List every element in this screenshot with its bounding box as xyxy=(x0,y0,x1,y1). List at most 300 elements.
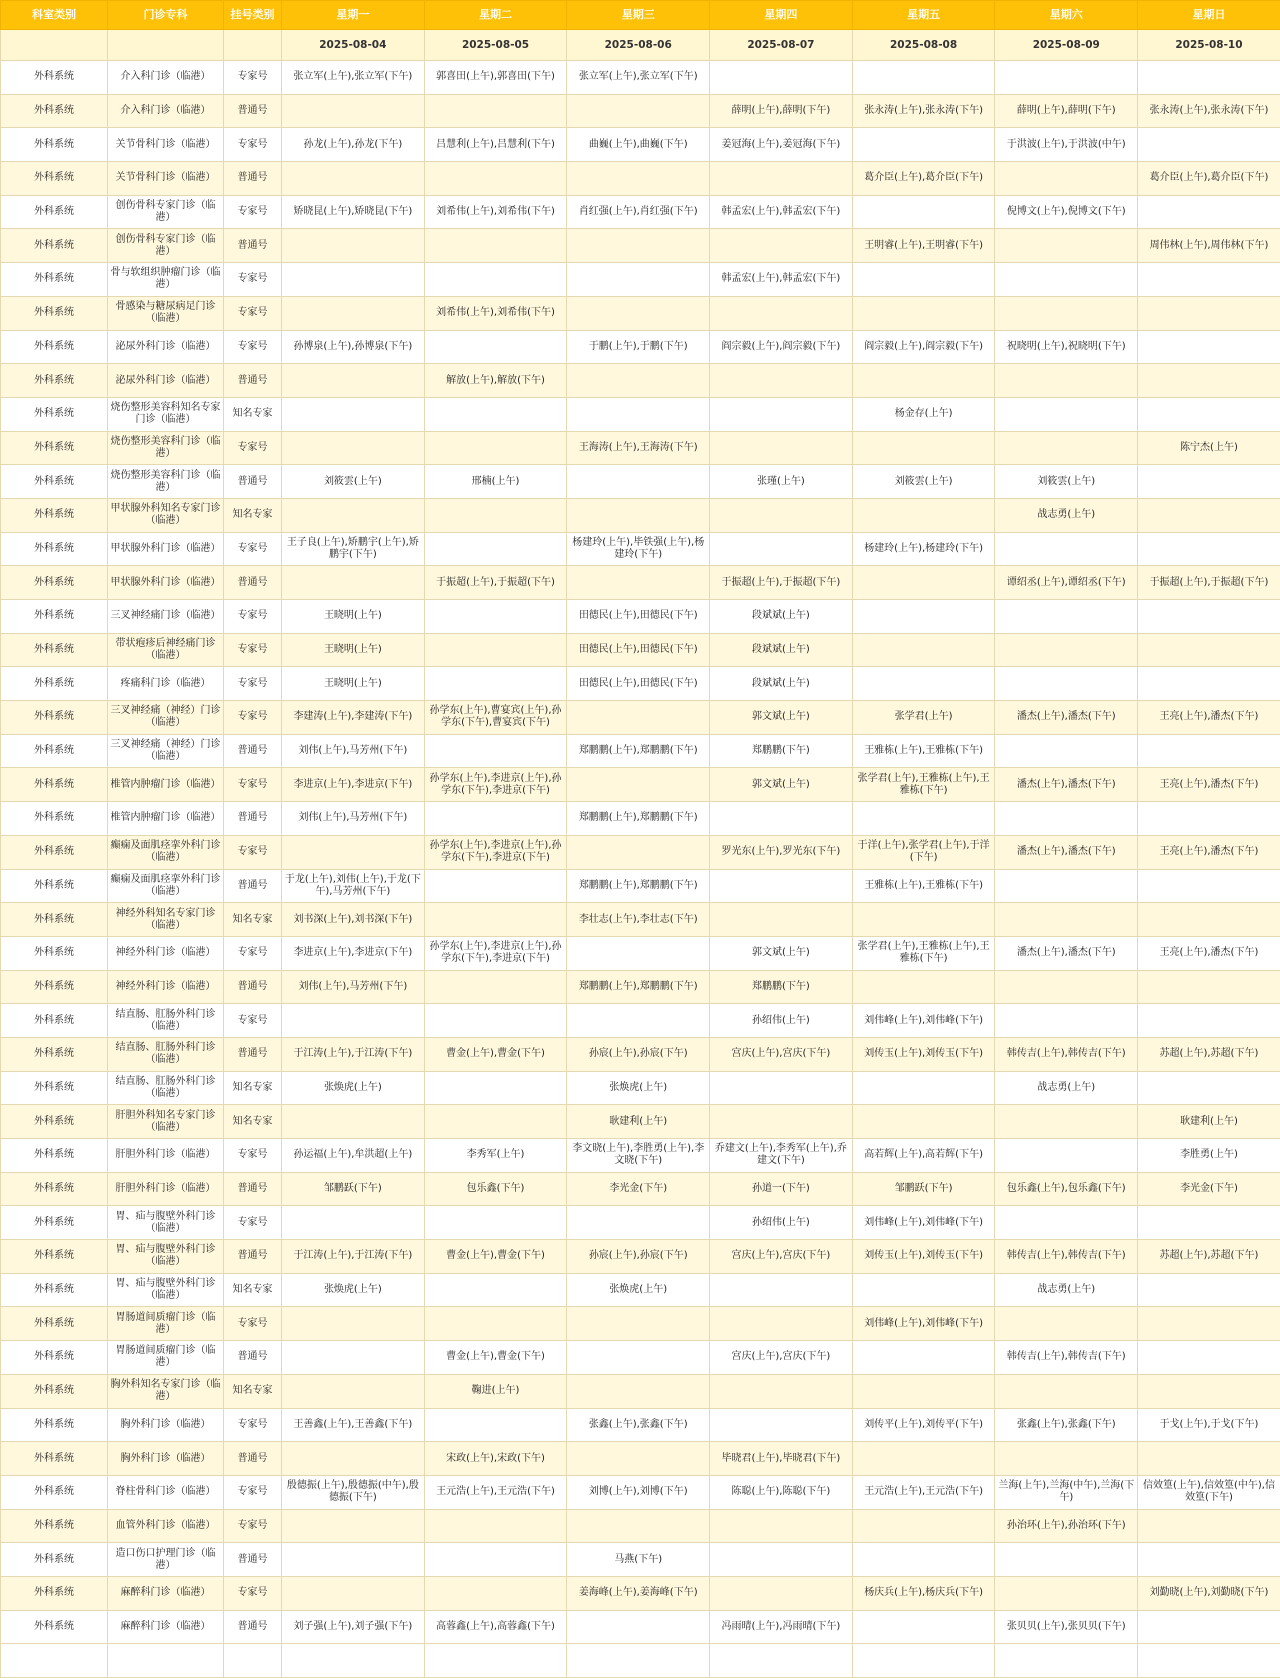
tuesday-doctors-cell xyxy=(424,802,567,836)
tuesday-doctors-cell: 包乐鑫(下午) xyxy=(424,1172,567,1206)
table-row xyxy=(1,296,1280,330)
department-category-cell: 外科系统 xyxy=(1,1408,108,1442)
clinic-specialty-cell: 造口伤口护理门诊（临港） xyxy=(108,1543,224,1577)
monday-doctors-cell xyxy=(282,397,425,431)
department-category-cell: 外科系统 xyxy=(1,1071,108,1105)
clinic-specialty-cell: 甲状腺外科知名专家门诊（临港） xyxy=(108,498,224,532)
clinic-specialty-cell: 带状疱疹后神经痛门诊（临港） xyxy=(108,633,224,667)
registration-type-cell: 普通号 xyxy=(224,1341,282,1375)
header-monday: 星期一 xyxy=(282,1,425,30)
saturday-doctors-cell: 潘杰(上午),潘杰(下午) xyxy=(995,768,1138,802)
thursday-doctors-cell xyxy=(710,61,853,95)
sunday-doctors-cell xyxy=(1138,465,1280,499)
department-category-cell: 外科系统 xyxy=(1,701,108,735)
table-row xyxy=(1,94,1280,128)
friday-doctors-cell xyxy=(852,1610,995,1644)
department-category-cell: 外科系统 xyxy=(1,970,108,1004)
sunday-doctors-cell xyxy=(1138,1509,1280,1543)
friday-doctors-cell: 阎宗毅(上午),阎宗毅(下午) xyxy=(852,330,995,364)
monday-doctors-cell: 刘书深(上午),刘书深(下午) xyxy=(282,903,425,937)
saturday-doctors-cell: 战志勇(上午) xyxy=(995,1273,1138,1307)
table-row xyxy=(1,1576,1280,1610)
table-row xyxy=(1,1408,1280,1442)
monday-doctors-cell: 王善鑫(上午),王善鑫(下午) xyxy=(282,1408,425,1442)
registration-type-cell: 普通号 xyxy=(224,1442,282,1476)
saturday-doctors-cell: 祝晓明(上午),祝晓明(下午) xyxy=(995,330,1138,364)
table-row xyxy=(1,1610,1280,1644)
tuesday-doctors-cell: 孙学东(上午),李进京(上午),孙学东(下午),李进京(下午) xyxy=(424,835,567,869)
thursday-doctors-cell: 薛明(上午),薛明(下午) xyxy=(710,94,853,128)
friday-doctors-cell: 刘伟峰(上午),刘伟峰(下午) xyxy=(852,1206,995,1240)
clinic-specialty-cell: 胸外科门诊（临港） xyxy=(108,1442,224,1476)
clinic-specialty-cell: 创伤骨科专家门诊（临港） xyxy=(108,195,224,229)
table-row xyxy=(1,61,1280,95)
wednesday-doctors-cell: 张焕虎(上午) xyxy=(567,1273,710,1307)
thursday-doctors-cell xyxy=(710,229,853,263)
thursday-doctors-cell: 郑鹏鹏(下午) xyxy=(710,734,853,768)
department-category-cell: 外科系统 xyxy=(1,1475,108,1509)
friday-doctors-cell xyxy=(852,195,995,229)
tuesday-doctors-cell xyxy=(424,667,567,701)
monday-doctors-cell: 刘伟(上午),马芳州(下午) xyxy=(282,970,425,1004)
clinic-specialty-cell: 神经外科知名专家门诊（临港） xyxy=(108,903,224,937)
table-row xyxy=(1,1172,1280,1206)
monday-doctors-cell: 于江涛(上午),于江涛(下午) xyxy=(282,1037,425,1071)
department-category-cell: 外科系统 xyxy=(1,768,108,802)
table-row xyxy=(1,1240,1280,1274)
friday-doctors-cell xyxy=(852,296,995,330)
registration-type-cell: 普通号 xyxy=(224,734,282,768)
saturday-doctors-cell xyxy=(995,364,1138,398)
wednesday-doctors-cell xyxy=(567,94,710,128)
saturday-doctors-cell xyxy=(995,667,1138,701)
thursday-doctors-cell xyxy=(710,1105,853,1139)
saturday-doctors-cell: 谭绍丞(上午),谭绍丞(下午) xyxy=(995,566,1138,600)
wednesday-doctors-cell xyxy=(567,296,710,330)
wednesday-doctors-cell xyxy=(567,397,710,431)
thursday-doctors-cell: 宫庆(上午),宫庆(下午) xyxy=(710,1240,853,1274)
date-sunday: 2025-08-10 xyxy=(1138,30,1280,61)
saturday-doctors-cell: 薛明(上午),薛明(下午) xyxy=(995,94,1138,128)
sunday-doctors-cell: 葛介臣(上午),葛介臣(下午) xyxy=(1138,162,1280,196)
friday-doctors-cell: 葛介臣(上午),葛介臣(下午) xyxy=(852,162,995,196)
monday-doctors-cell xyxy=(282,431,425,465)
registration-type-cell: 知名专家 xyxy=(224,903,282,937)
saturday-doctors-cell xyxy=(995,1576,1138,1610)
empty-cell xyxy=(1138,1644,1280,1678)
saturday-doctors-cell xyxy=(995,633,1138,667)
thursday-doctors-cell: 孙道一(下午) xyxy=(710,1172,853,1206)
monday-doctors-cell xyxy=(282,1206,425,1240)
friday-doctors-cell xyxy=(852,364,995,398)
registration-type-cell: 知名专家 xyxy=(224,498,282,532)
saturday-doctors-cell: 潘杰(上午),潘杰(下午) xyxy=(995,701,1138,735)
sunday-doctors-cell xyxy=(1138,734,1280,768)
thursday-doctors-cell xyxy=(710,1576,853,1610)
header-sunday: 星期日 xyxy=(1138,1,1280,30)
table-row xyxy=(1,869,1280,903)
table-row xyxy=(1,970,1280,1004)
registration-type-cell: 专家号 xyxy=(224,330,282,364)
department-category-cell: 外科系统 xyxy=(1,835,108,869)
sunday-doctors-cell xyxy=(1138,1341,1280,1375)
header-friday: 星期五 xyxy=(852,1,995,30)
date-blank-cell xyxy=(1,30,108,61)
department-category-cell: 外科系统 xyxy=(1,1139,108,1173)
department-category-cell: 外科系统 xyxy=(1,94,108,128)
clinic-specialty-cell: 麻醉科门诊（临港） xyxy=(108,1610,224,1644)
friday-doctors-cell: 杨金存(上午) xyxy=(852,397,995,431)
registration-type-cell: 普通号 xyxy=(224,364,282,398)
wednesday-doctors-cell: 姜海峰(上午),姜海峰(下午) xyxy=(567,1576,710,1610)
sunday-doctors-cell xyxy=(1138,195,1280,229)
clinic-specialty-cell: 关节骨科门诊（临港） xyxy=(108,128,224,162)
friday-doctors-cell xyxy=(852,802,995,836)
friday-doctors-cell xyxy=(852,1071,995,1105)
clinic-specialty-cell: 甲状腺外科门诊（临港） xyxy=(108,566,224,600)
wednesday-doctors-cell: 王海涛(上午),王海涛(下午) xyxy=(567,431,710,465)
sunday-doctors-cell xyxy=(1138,296,1280,330)
thursday-doctors-cell: 毕晓君(上午),毕晓君(下午) xyxy=(710,1442,853,1476)
friday-doctors-cell: 刘传玉(上午),刘传玉(下午) xyxy=(852,1240,995,1274)
tuesday-doctors-cell xyxy=(424,600,567,634)
tuesday-doctors-cell: 刘希伟(上午),刘希伟(下午) xyxy=(424,195,567,229)
department-category-cell: 外科系统 xyxy=(1,465,108,499)
sunday-doctors-cell xyxy=(1138,903,1280,937)
saturday-doctors-cell xyxy=(995,61,1138,95)
table-row xyxy=(1,768,1280,802)
saturday-doctors-cell xyxy=(995,734,1138,768)
wednesday-doctors-cell xyxy=(567,1374,710,1408)
table-row xyxy=(1,1037,1280,1071)
department-category-cell: 外科系统 xyxy=(1,903,108,937)
friday-doctors-cell xyxy=(852,600,995,634)
thursday-doctors-cell xyxy=(710,869,853,903)
monday-doctors-cell: 孙博泉(上午),孙博泉(下午) xyxy=(282,330,425,364)
monday-doctors-cell: 刘伟(上午),马芳州(下午) xyxy=(282,734,425,768)
thursday-doctors-cell: 阎宗毅(上午),阎宗毅(下午) xyxy=(710,330,853,364)
monday-doctors-cell xyxy=(282,296,425,330)
saturday-doctors-cell: 韩传吉(上午),韩传吉(下午) xyxy=(995,1037,1138,1071)
sunday-doctors-cell xyxy=(1138,1543,1280,1577)
department-category-cell: 外科系统 xyxy=(1,397,108,431)
thursday-doctors-cell: 段斌斌(上午) xyxy=(710,600,853,634)
clinic-specialty-cell: 泌尿外科门诊（临港） xyxy=(108,364,224,398)
thursday-doctors-cell: 乔建文(上午),李秀军(上午),乔建文(下午) xyxy=(710,1139,853,1173)
tuesday-doctors-cell: 曹金(上午),曹金(下午) xyxy=(424,1341,567,1375)
thursday-doctors-cell xyxy=(710,1307,853,1341)
table-row xyxy=(1,1004,1280,1038)
monday-doctors-cell: 张焕虎(上午) xyxy=(282,1273,425,1307)
saturday-doctors-cell: 潘杰(上午),潘杰(下午) xyxy=(995,835,1138,869)
tuesday-doctors-cell: 王元浩(上午),王元浩(下午) xyxy=(424,1475,567,1509)
clinic-specialty-cell: 关节骨科门诊（临港） xyxy=(108,162,224,196)
registration-type-cell: 普通号 xyxy=(224,94,282,128)
sunday-doctors-cell: 王亮(上午),潘杰(下午) xyxy=(1138,768,1280,802)
thursday-doctors-cell: 陈聪(上午),陈聪(下午) xyxy=(710,1475,853,1509)
saturday-doctors-cell xyxy=(995,1374,1138,1408)
saturday-doctors-cell: 韩传吉(上午),韩传吉(下午) xyxy=(995,1240,1138,1274)
thursday-doctors-cell: 姜冠海(上午),姜冠海(下午) xyxy=(710,128,853,162)
thursday-doctors-cell: 于振超(上午),于振超(下午) xyxy=(710,566,853,600)
saturday-doctors-cell: 倪博文(上午),倪博文(下午) xyxy=(995,195,1138,229)
wednesday-doctors-cell: 刘博(上午),刘博(下午) xyxy=(567,1475,710,1509)
wednesday-doctors-cell: 张鑫(上午),张鑫(下午) xyxy=(567,1408,710,1442)
registration-type-cell: 专家号 xyxy=(224,1475,282,1509)
sunday-doctors-cell: 苏超(上午),苏超(下午) xyxy=(1138,1037,1280,1071)
registration-type-cell: 普通号 xyxy=(224,869,282,903)
department-category-cell: 外科系统 xyxy=(1,364,108,398)
clinic-specialty-cell: 结直肠、肛肠外科门诊（临港） xyxy=(108,1004,224,1038)
friday-doctors-cell: 王雅栋(上午),王雅栋(下午) xyxy=(852,734,995,768)
department-category-cell: 外科系统 xyxy=(1,1105,108,1139)
table-row xyxy=(1,903,1280,937)
clinic-specialty-cell: 神经外科门诊（临港） xyxy=(108,936,224,970)
sunday-doctors-cell xyxy=(1138,869,1280,903)
wednesday-doctors-cell xyxy=(567,162,710,196)
sunday-doctors-cell xyxy=(1138,498,1280,532)
monday-doctors-cell: 邹鹏跃(下午) xyxy=(282,1172,425,1206)
thursday-doctors-cell xyxy=(710,903,853,937)
table-row xyxy=(1,195,1280,229)
tuesday-doctors-cell xyxy=(424,869,567,903)
header-tuesday: 星期二 xyxy=(424,1,567,30)
table-row xyxy=(1,566,1280,600)
saturday-doctors-cell xyxy=(995,1206,1138,1240)
wednesday-doctors-cell xyxy=(567,1442,710,1476)
friday-doctors-cell xyxy=(852,903,995,937)
wednesday-doctors-cell: 孙宸(上午),孙宸(下午) xyxy=(567,1037,710,1071)
table-row xyxy=(1,802,1280,836)
department-category-cell: 外科系统 xyxy=(1,1576,108,1610)
schedule-body xyxy=(1,61,1280,1678)
empty-cell xyxy=(224,1644,282,1678)
sunday-doctors-cell: 李胜勇(上午) xyxy=(1138,1139,1280,1173)
clinic-specialty-cell: 三叉神经痛门诊（临港） xyxy=(108,600,224,634)
monday-doctors-cell xyxy=(282,1576,425,1610)
friday-doctors-cell xyxy=(852,431,995,465)
thursday-doctors-cell xyxy=(710,162,853,196)
thursday-doctors-cell xyxy=(710,532,853,566)
sunday-doctors-cell: 陈宁杰(上午) xyxy=(1138,431,1280,465)
tuesday-doctors-cell: 于振超(上午),于振超(下午) xyxy=(424,566,567,600)
tuesday-doctors-cell: 吕慧利(上午),吕慧利(下午) xyxy=(424,128,567,162)
tuesday-doctors-cell xyxy=(424,1509,567,1543)
registration-type-cell: 知名专家 xyxy=(224,1273,282,1307)
friday-doctors-cell: 邹鹏跃(下午) xyxy=(852,1172,995,1206)
registration-type-cell: 专家号 xyxy=(224,532,282,566)
clinic-specialty-cell: 胃肠道间质瘤门诊（临港） xyxy=(108,1341,224,1375)
monday-doctors-cell xyxy=(282,94,425,128)
registration-type-cell: 普通号 xyxy=(224,162,282,196)
wednesday-doctors-cell: 杨建玲(上午),毕铁强(上午),杨建玲(下午) xyxy=(567,532,710,566)
header-saturday: 星期六 xyxy=(995,1,1138,30)
thursday-doctors-cell: 张瑾(上午) xyxy=(710,465,853,499)
thursday-doctors-cell: 郭文斌(上午) xyxy=(710,768,853,802)
tuesday-doctors-cell: 邢楠(上午) xyxy=(424,465,567,499)
tuesday-doctors-cell: 曹金(上午),曹金(下午) xyxy=(424,1240,567,1274)
date-thursday: 2025-08-07 xyxy=(710,30,853,61)
saturday-doctors-cell xyxy=(995,263,1138,297)
registration-type-cell: 知名专家 xyxy=(224,1071,282,1105)
clinic-specialty-cell: 骨感染与糖尿病足门诊（临港） xyxy=(108,296,224,330)
clinic-specialty-cell: 麻醉科门诊（临港） xyxy=(108,1576,224,1610)
wednesday-doctors-cell: 张焕虎(上午) xyxy=(567,1071,710,1105)
empty-cell xyxy=(710,1644,853,1678)
clinic-specialty-cell: 肝胆外科知名专家门诊（临港） xyxy=(108,1105,224,1139)
clinic-specialty-cell: 脊柱骨科门诊（临港） xyxy=(108,1475,224,1509)
clinic-specialty-cell: 三叉神经痛（神经）门诊（临港） xyxy=(108,734,224,768)
empty-cell xyxy=(282,1644,425,1678)
thursday-doctors-cell: 孙绍伟(上午) xyxy=(710,1004,853,1038)
wednesday-doctors-cell xyxy=(567,364,710,398)
clinic-specialty-cell: 介入科门诊（临港） xyxy=(108,94,224,128)
sunday-doctors-cell: 耿建利(上午) xyxy=(1138,1105,1280,1139)
table-row xyxy=(1,1374,1280,1408)
clinic-specialty-cell: 胃、疝与腹壁外科门诊（临港） xyxy=(108,1273,224,1307)
registration-type-cell: 普通号 xyxy=(224,970,282,1004)
table-row xyxy=(1,128,1280,162)
clinic-specialty-cell: 胸外科门诊（临港） xyxy=(108,1408,224,1442)
friday-doctors-cell: 杨庆兵(上午),杨庆兵(下午) xyxy=(852,1576,995,1610)
friday-doctors-cell xyxy=(852,1374,995,1408)
friday-doctors-cell: 刘伟峰(上午),刘伟峰(下午) xyxy=(852,1307,995,1341)
monday-doctors-cell xyxy=(282,1341,425,1375)
department-category-cell: 外科系统 xyxy=(1,1341,108,1375)
table-row xyxy=(1,364,1280,398)
clinic-specialty-cell: 胃肠道间质瘤门诊（临港） xyxy=(108,1307,224,1341)
department-category-cell: 外科系统 xyxy=(1,1206,108,1240)
monday-doctors-cell: 李进京(上午),李进京(下午) xyxy=(282,768,425,802)
tuesday-doctors-cell xyxy=(424,1408,567,1442)
registration-type-cell: 专家号 xyxy=(224,1004,282,1038)
tuesday-doctors-cell: 刘希伟(上午),刘希伟(下午) xyxy=(424,296,567,330)
empty-cell xyxy=(567,1644,710,1678)
header-thursday: 星期四 xyxy=(710,1,853,30)
saturday-doctors-cell: 张鑫(上午),张鑫(下午) xyxy=(995,1408,1138,1442)
registration-type-cell: 专家号 xyxy=(224,667,282,701)
weekday-header-row xyxy=(1,1,1280,30)
wednesday-doctors-cell: 郑鹏鹏(上午),郑鹏鹏(下午) xyxy=(567,734,710,768)
department-category-cell: 外科系统 xyxy=(1,633,108,667)
monday-doctors-cell: 殷德振(上午),殷德振(中午),殷德振(下午) xyxy=(282,1475,425,1509)
wednesday-doctors-cell xyxy=(567,1610,710,1644)
friday-doctors-cell: 张学君(上午) xyxy=(852,701,995,735)
registration-type-cell: 专家号 xyxy=(224,61,282,95)
monday-doctors-cell: 张焕虎(上午) xyxy=(282,1071,425,1105)
table-row xyxy=(1,1071,1280,1105)
saturday-doctors-cell xyxy=(995,1004,1138,1038)
saturday-doctors-cell xyxy=(995,1307,1138,1341)
tuesday-doctors-cell xyxy=(424,1576,567,1610)
clinic-specialty-cell: 癫痫及面肌痉挛外科门诊（临港） xyxy=(108,835,224,869)
registration-type-cell: 专家号 xyxy=(224,1206,282,1240)
header-registration-type: 挂号类别 xyxy=(224,1,282,30)
registration-type-cell: 普通号 xyxy=(224,465,282,499)
friday-doctors-cell xyxy=(852,1509,995,1543)
department-category-cell: 外科系统 xyxy=(1,1509,108,1543)
tuesday-doctors-cell xyxy=(424,330,567,364)
wednesday-doctors-cell: 耿建利(上午) xyxy=(567,1105,710,1139)
empty-row xyxy=(1,1644,1280,1678)
friday-doctors-cell: 高若辉(上午),高若辉(下午) xyxy=(852,1139,995,1173)
registration-type-cell: 知名专家 xyxy=(224,1105,282,1139)
clinic-specialty-cell: 甲状腺外科门诊（临港） xyxy=(108,532,224,566)
monday-doctors-cell: 王晓明(上午) xyxy=(282,633,425,667)
thursday-doctors-cell xyxy=(710,431,853,465)
wednesday-doctors-cell: 李文晓(上午),李胜勇(上午),李文晓(下午) xyxy=(567,1139,710,1173)
saturday-doctors-cell: 刘筱雲(上午) xyxy=(995,465,1138,499)
monday-doctors-cell xyxy=(282,1105,425,1139)
sunday-doctors-cell xyxy=(1138,1610,1280,1644)
saturday-doctors-cell xyxy=(995,903,1138,937)
registration-type-cell: 普通号 xyxy=(224,566,282,600)
friday-doctors-cell xyxy=(852,633,995,667)
registration-type-cell: 普通号 xyxy=(224,1543,282,1577)
thursday-doctors-cell: 冯雨晴(上午),冯雨晴(下午) xyxy=(710,1610,853,1644)
sunday-doctors-cell xyxy=(1138,364,1280,398)
thursday-doctors-cell: 罗光东(上午),罗光东(下午) xyxy=(710,835,853,869)
saturday-doctors-cell xyxy=(995,162,1138,196)
thursday-doctors-cell xyxy=(710,1273,853,1307)
wednesday-doctors-cell: 郑鹏鹏(上午),郑鹏鹏(下午) xyxy=(567,869,710,903)
thursday-doctors-cell xyxy=(710,1543,853,1577)
department-category-cell: 外科系统 xyxy=(1,936,108,970)
thursday-doctors-cell xyxy=(710,364,853,398)
friday-doctors-cell: 刘伟峰(上午),刘伟峰(下午) xyxy=(852,1004,995,1038)
friday-doctors-cell xyxy=(852,1341,995,1375)
monday-doctors-cell: 李建涛(上午),李建涛(下午) xyxy=(282,701,425,735)
tuesday-doctors-cell xyxy=(424,1273,567,1307)
empty-cell xyxy=(1,1644,108,1678)
tuesday-doctors-cell: 宋政(上午),宋政(下午) xyxy=(424,1442,567,1476)
table-row xyxy=(1,701,1280,735)
tuesday-doctors-cell: 曹金(上午),曹金(下午) xyxy=(424,1037,567,1071)
department-category-cell: 外科系统 xyxy=(1,1273,108,1307)
wednesday-doctors-cell xyxy=(567,835,710,869)
saturday-doctors-cell: 潘杰(上午),潘杰(下午) xyxy=(995,936,1138,970)
registration-type-cell: 普通号 xyxy=(224,1172,282,1206)
date-friday: 2025-08-08 xyxy=(852,30,995,61)
registration-type-cell: 专家号 xyxy=(224,1408,282,1442)
friday-doctors-cell: 张学君(上午),王雅栋(上午),王雅栋(下午) xyxy=(852,936,995,970)
thursday-doctors-cell: 韩孟宏(上午),韩孟宏(下午) xyxy=(710,263,853,297)
clinic-specialty-cell: 泌尿外科门诊（临港） xyxy=(108,330,224,364)
registration-type-cell: 专家号 xyxy=(224,1576,282,1610)
monday-doctors-cell xyxy=(282,1543,425,1577)
tuesday-doctors-cell xyxy=(424,1307,567,1341)
sunday-doctors-cell xyxy=(1138,1307,1280,1341)
thursday-doctors-cell xyxy=(710,1374,853,1408)
thursday-doctors-cell: 段斌斌(上午) xyxy=(710,633,853,667)
monday-doctors-cell: 王子良(上午),矫鹏宇(上午),矫鹏宇(下午) xyxy=(282,532,425,566)
wednesday-doctors-cell: 田德民(上午),田德民(下午) xyxy=(567,633,710,667)
monday-doctors-cell xyxy=(282,364,425,398)
registration-type-cell: 专家号 xyxy=(224,1509,282,1543)
tuesday-doctors-cell xyxy=(424,1004,567,1038)
clinic-specialty-cell: 胃、疝与腹壁外科门诊（临港） xyxy=(108,1240,224,1274)
thursday-doctors-cell: 段斌斌(上午) xyxy=(710,667,853,701)
sunday-doctors-cell xyxy=(1138,128,1280,162)
tuesday-doctors-cell xyxy=(424,229,567,263)
department-category-cell: 外科系统 xyxy=(1,1004,108,1038)
empty-cell xyxy=(108,1644,224,1678)
saturday-doctors-cell xyxy=(995,296,1138,330)
wednesday-doctors-cell xyxy=(567,768,710,802)
table-row xyxy=(1,1273,1280,1307)
table-row xyxy=(1,936,1280,970)
saturday-doctors-cell xyxy=(995,802,1138,836)
